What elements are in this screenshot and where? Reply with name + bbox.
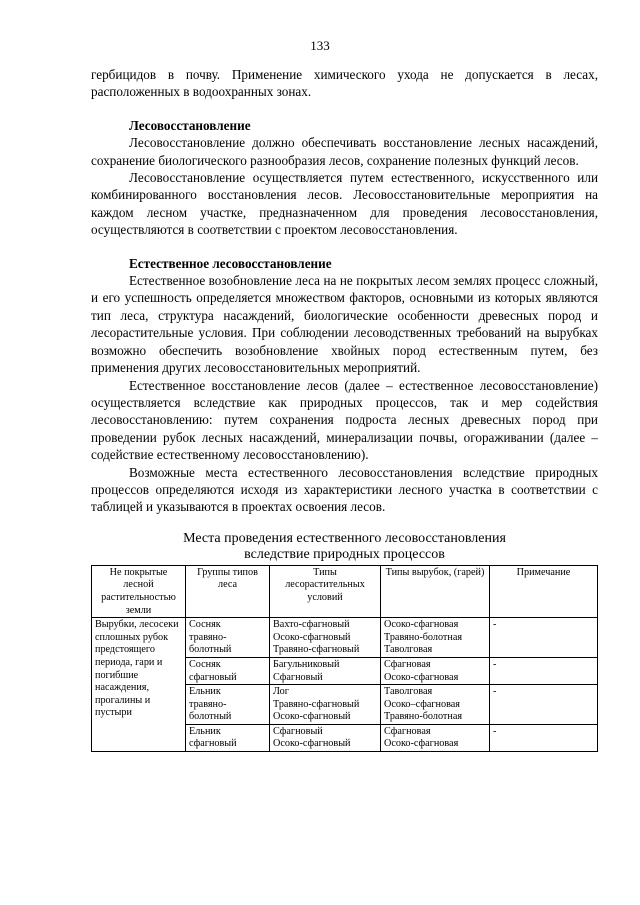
heading-natural-reforestation: Естественное лесовосстановление bbox=[129, 255, 332, 271]
cell-line: сфагновый bbox=[189, 738, 237, 750]
cell-line: Травяно-болотная bbox=[384, 711, 463, 723]
cell-line: Сосняк bbox=[189, 619, 221, 631]
conditions-cell bbox=[270, 724, 381, 751]
cell-line: Лог bbox=[273, 686, 289, 698]
note-cell: - bbox=[490, 657, 598, 684]
table-header-row bbox=[92, 565, 598, 617]
reforestation-table bbox=[91, 565, 598, 752]
note-cell: - bbox=[490, 618, 598, 658]
paragraph-reforestation-methods: Лесовосстановление осуществляется путем естественного, искусственного или комбинированного восстановления лесов. Лесовосстановительные мероприятия на каждом лесном участке, предназначенном для проведения лесовосстановления, осуществляются в соответствии с проектом лесовосстановления. bbox=[91, 170, 598, 238]
clearing-cell bbox=[381, 618, 490, 658]
paragraph-possible-places: Возможные места естественного лесовосстановления вследствие природных процессов определяются исходя из характеристики лесного участка в соответствии с таблицей и указываются в проектах освоения лесов. bbox=[91, 464, 598, 515]
lands-cell: Вырубки, лесосеки сплошных рубок предстоящего периода, гари и погибшие насаждения, прогалины и пустыри bbox=[92, 618, 186, 752]
cell-line: Сфагновый bbox=[273, 671, 323, 683]
cell-line: Осоко-сфагновый bbox=[273, 631, 351, 643]
cell-line: Травяно-сфагновый bbox=[273, 644, 360, 656]
page-number: 133 bbox=[310, 38, 330, 53]
cell-line: травяно- bbox=[189, 698, 227, 710]
header-clearing-types: Типы вырубок, (гарей) bbox=[381, 565, 490, 617]
paragraph-natural-regeneration: Естественное возобновление леса на не покрытых лесом землях процесс сложный, и его успешность определяется множеством факторов, основными из которых являются тип леса, структура насаждений, биологические особенности древесных пород и лесорастительные условия. При соблюдении лесоводственных требований на вырубках возможно обеспечить возобновление хвойных пород естественным путем, без применения других лесовосстановительных мероприятий. bbox=[91, 273, 598, 376]
cell-line: Травяно-болотная bbox=[384, 631, 463, 643]
forest-group-cell bbox=[186, 724, 270, 751]
cell-line: Осоко-сфагновая bbox=[384, 671, 459, 683]
cell-line: Ельник bbox=[189, 686, 221, 698]
cell-line: Осоко-сфагновая bbox=[384, 619, 459, 631]
forest-group-cell bbox=[186, 685, 270, 725]
cell-line: болотный bbox=[189, 644, 232, 656]
cell-line: Багульниковый bbox=[273, 658, 340, 670]
cell-line: Осоко-сфагновая bbox=[384, 738, 459, 750]
cell-line: Сфагновый bbox=[273, 725, 323, 737]
cell-line: Таволговая bbox=[384, 644, 433, 656]
cell-line: Осоко-сфагновый bbox=[273, 711, 351, 723]
header-forest-groups: Группы типов леса bbox=[186, 565, 270, 617]
paragraph-herbicides: гербицидов в почву. Применение химического ухода не допускается в лесах, расположенных в водоохранных зонах. bbox=[91, 67, 598, 100]
cell-line: Травяно-сфагновый bbox=[273, 698, 360, 710]
forest-group-cell bbox=[186, 657, 270, 684]
cell-line: Осоко–сфагновая bbox=[384, 698, 460, 710]
header-growing-conditions: Типы лесорастительных условий bbox=[270, 565, 381, 617]
clearing-cell bbox=[381, 685, 490, 725]
paragraph-natural-restoration: Естественное восстановление лесов (далее – естественное лесовосстановление) осуществляется вследствие как природных процессов, так и мер содействия лесовосстановлению: путем сохранения подроста лесных древесных пород при проведении рубок лесных насаждений, минерализации почвы, огораживании (далее – содействие естественному лесовосстановлению). bbox=[91, 377, 598, 463]
cell-line: Вахто-сфагновый bbox=[273, 619, 350, 631]
note-cell: - bbox=[490, 724, 598, 751]
paragraph-reforestation-goal: Лесовосстановление должно обеспечивать восстановление лесных насаждений, сохранение биологического разнообразия лесов, сохранение полезных функций лесов. bbox=[91, 135, 598, 168]
spacer bbox=[91, 239, 598, 255]
heading-reforestation: Лесовосстановление bbox=[129, 117, 251, 133]
conditions-cell bbox=[270, 618, 381, 658]
table-row bbox=[92, 618, 598, 658]
spacer bbox=[91, 101, 598, 117]
cell-line: Осоко-сфагновый bbox=[273, 738, 351, 750]
cell-line: Сосняк bbox=[189, 658, 221, 670]
conditions-cell bbox=[270, 657, 381, 684]
header-lands: Не покрытые лесной растительностью земли bbox=[92, 565, 186, 617]
cell-line: Сфагновая bbox=[384, 658, 431, 670]
cell-line: болотный bbox=[189, 711, 232, 723]
page-content bbox=[91, 66, 598, 752]
conditions-cell bbox=[270, 685, 381, 725]
cell-line: Сфагновая bbox=[384, 725, 431, 737]
table-title-line: Места проведения естественного лесовосстановления bbox=[183, 530, 506, 546]
table-title-line: вследствие природных процессов bbox=[244, 546, 445, 562]
cell-line: Ельник bbox=[189, 725, 221, 737]
forest-group-cell bbox=[186, 618, 270, 658]
cell-line: Таволговая bbox=[384, 686, 433, 698]
note-cell: - bbox=[490, 685, 598, 725]
cell-line: сфагновый bbox=[189, 671, 237, 683]
clearing-cell bbox=[381, 657, 490, 684]
header-note: Примечание bbox=[490, 565, 598, 617]
clearing-cell bbox=[381, 724, 490, 751]
cell-line: травяно- bbox=[189, 631, 227, 643]
table-title bbox=[91, 531, 598, 563]
